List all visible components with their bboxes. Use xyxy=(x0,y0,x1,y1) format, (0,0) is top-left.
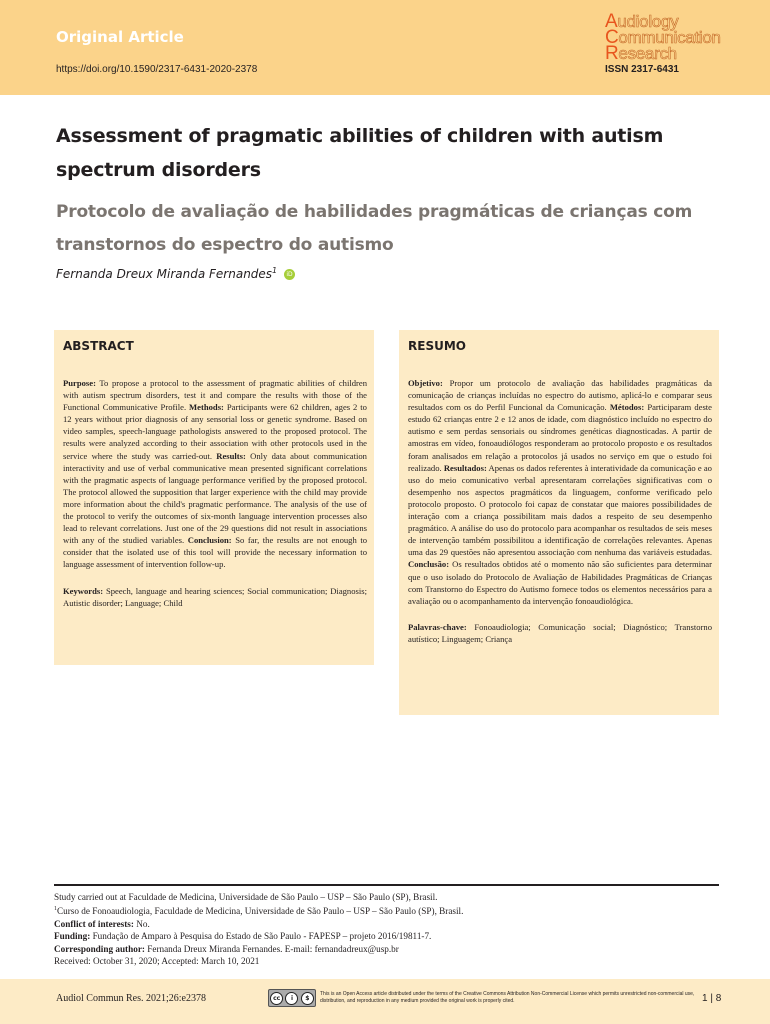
article-title-english xyxy=(56,119,716,187)
author-name: Fernanda Dreux Miranda Fernandes xyxy=(56,267,273,281)
funding-text: Fundação de Amparo à Pesquisa do Estado de São Paulo - FAPESP – projeto 2016/19811-7. xyxy=(92,931,432,942)
conflict-text: No. xyxy=(136,918,150,929)
cc-icon: cc xyxy=(270,992,283,1005)
results-label: Results: xyxy=(216,450,246,461)
footnote-corresponding xyxy=(54,943,719,955)
resumo-paragraph xyxy=(408,377,712,607)
palavras-chave-text: Fonoaudiologia; Comunicação social; Diagnóstico; Transtorno autístico; Linguagem; Criança xyxy=(408,621,712,644)
creative-commons-badge[interactable] xyxy=(268,989,316,1007)
conflict-label: Conflict of interests: xyxy=(54,918,134,929)
abstract-box xyxy=(54,330,374,665)
resumo-box xyxy=(399,330,719,715)
logo-line1-rest: udiology xyxy=(617,12,679,31)
article-type-label: Original Article xyxy=(56,28,184,46)
methods-text: Participants were 62 children, ages 2 to 12 years without prior diagnosis of any sensorial loss or genetic syndrome. Based on video samples, speech-language pathologists answered to the proposed protocol. The results were analyzed according to their association with other protocols used in the service where the study was carried-out. xyxy=(63,402,367,461)
logo-line2-rest: ommunication xyxy=(618,28,721,47)
metodos-text: Participaram deste estudo 62 crianças entre 2 e 12 anos de idade, com diagnóstico incluído no espectro do autismo e sem perdas sensoriais ou síndromes genéticas diagnosticadas. A partir de amostras em vídeo, fonoaudiólogos responderam ao protocolo proposto e os resultados foram analisados em relação a protocolos já usados no serviço em que o estudo foi realizado. xyxy=(408,402,712,473)
keywords-paragraph xyxy=(63,585,367,609)
doi-link[interactable]: https://doi.org/10.1590/2317-6431-2020-2378 xyxy=(56,64,258,75)
conclusao-text: Os resultados obtidos até o momento não são suficientes para determinar que o uso isolado do Protocolo de Avaliação de Habilidades Pragmáticas de Crianças com Transtorno do Espectro do Autismo fornece todos os elementos necessários para a avaliação ou o acompanhamento da intervenção fonoaudiológica. xyxy=(408,559,712,606)
by-icon: i xyxy=(285,992,298,1005)
license-text: This is an Open Access article distributed under the terms of the Creative Commons Attribution Non-Commercial License which permits unrestricted non-commercial use, distribution, and reproduction in any medium provided the original work is properly cited. xyxy=(320,991,695,1004)
orcid-icon[interactable]: iD xyxy=(284,269,295,280)
title-en-line2: spectrum disorders xyxy=(56,159,261,181)
footnote-funding xyxy=(54,930,719,942)
corresponding-label: Corresponding author: xyxy=(54,943,145,954)
resumo-heading: RESUMO xyxy=(408,339,466,353)
results-text: Only data about communication interactivity and use of verbal communicative mean presented significant correlations with the pragmatic aspects of language performance verified by the proposed protocol. The protocol allowed the supposition that larger experience with the child may provide more information about the child's pragmatic performance. The analysis of the use of the protocol to verify the outcomes of six-month language intervention processes also lead to relevant correlations. Just one of the 29 questions did not result in associations with any of the studied variables. xyxy=(63,450,367,546)
methods-label: Methods: xyxy=(189,402,224,413)
funding-label: Funding: xyxy=(54,931,91,942)
page-number: 1 | 8 xyxy=(702,993,722,1004)
purpose-text: To propose a protocol to the assessment of pragmatic abilities of children with autism spectrum disorders, test it and compare the results with those of the Functional Communicative Profile. xyxy=(63,378,367,413)
footnote-conflict xyxy=(54,918,719,930)
resultados-text: Apenas os dados referentes à interatividade da comunicação e ao uso do meio comunicativo verbal apresentaram correlações significativas com o desempenho nos aspectos pragmáticos da linguagem, conforme verificado pelo protocolo proposto. O protocolo foi capaz de constatar que maiores possibilidades de interação com a criança possibilitam mais dados a respeito de seu desempenho pragmático. A análise do uso do protocolo para acompanhar os resultados de seis meses de intervenção também possibilitou a identificação de correlações relevantes. Apenas uma das 29 questões não apresentou associação com nenhuma das variáveis estudadas. xyxy=(408,462,712,558)
abstract-body xyxy=(63,377,367,609)
keywords-text: Speech, language and hearing sciences; Social communication; Diagnosis; Autistic disorder; Language; Child xyxy=(63,585,367,608)
palavras-chave-label: Palavras-chave: xyxy=(408,621,467,632)
abstract-paragraph xyxy=(63,377,367,571)
footnote-received: Received: October 31, 2020; Accepted: March 10, 2021 xyxy=(54,956,260,967)
nc-icon: $ xyxy=(301,992,314,1005)
purpose-label: Purpose: xyxy=(63,378,96,388)
resultados-label: Resultados: xyxy=(443,462,487,473)
footnote-affiliation xyxy=(54,903,719,917)
title-pt-line1: Protocolo de avaliação de habilidades pragmáticas de crianças com xyxy=(56,202,693,222)
conclusion-text: So far, the results are not enough to consider that the isolated use of this tool will provide the necessary information to language assessment of intervention follow-up. xyxy=(63,535,368,570)
conclusao-label: Conclusão: xyxy=(408,559,450,570)
footnote-divider xyxy=(54,884,719,886)
footnote-study: Study carried out at Faculdade de Medicina, Universidade de São Paulo – USP – São Paulo (SP), Brasil. xyxy=(54,892,438,902)
issn: ISSN 2317-6431 xyxy=(605,64,679,75)
footnotes xyxy=(54,891,719,968)
affiliation-sup: 1 xyxy=(54,906,57,913)
affiliation-text: Curso de Fonoaudiologia, Faculdade de Medicina, Universidade de São Paulo – USP – São Paulo (SP), Brasil. xyxy=(57,906,464,917)
title-pt-line2: transtornos do espectro do autismo xyxy=(56,235,394,255)
citation: Audiol Commun Res. 2021;26:e2378 xyxy=(56,993,206,1004)
abstract-heading: ABSTRACT xyxy=(63,339,134,353)
title-en-line1: Assessment of pragmatic abilities of children with autism xyxy=(56,125,664,147)
author-affiliation-sup: 1 xyxy=(272,266,278,275)
objetivo-label: Objetivo: xyxy=(408,378,443,388)
author-line xyxy=(56,266,295,281)
logo-line-audiology: Audiology xyxy=(605,11,679,32)
keywords-label: Keywords: xyxy=(63,585,104,596)
journal-logo xyxy=(605,11,721,64)
objetivo-text: Propor um protocolo de avaliação das habilidades pragmáticas da comunicação de crianças incluídas no espectro do autismo, aplicá-lo e comparar seus resultados com os do Perfil Funcional da Comunicação. xyxy=(408,378,712,413)
logo-line-research: Research xyxy=(605,43,677,64)
palavras-chave-paragraph xyxy=(408,621,712,645)
corresponding-text: Fernanda Dreux Miranda Fernandes. E-mail: fernandadreux@usp.br xyxy=(147,943,399,954)
article-title-portuguese xyxy=(56,196,716,262)
resumo-body xyxy=(408,377,712,645)
metodos-label: Métodos: xyxy=(609,402,645,413)
logo-line-communication: Communication xyxy=(605,27,721,48)
logo-line3-rest: esearch xyxy=(618,44,677,63)
conclusion-label: Conclusion: xyxy=(187,535,232,546)
